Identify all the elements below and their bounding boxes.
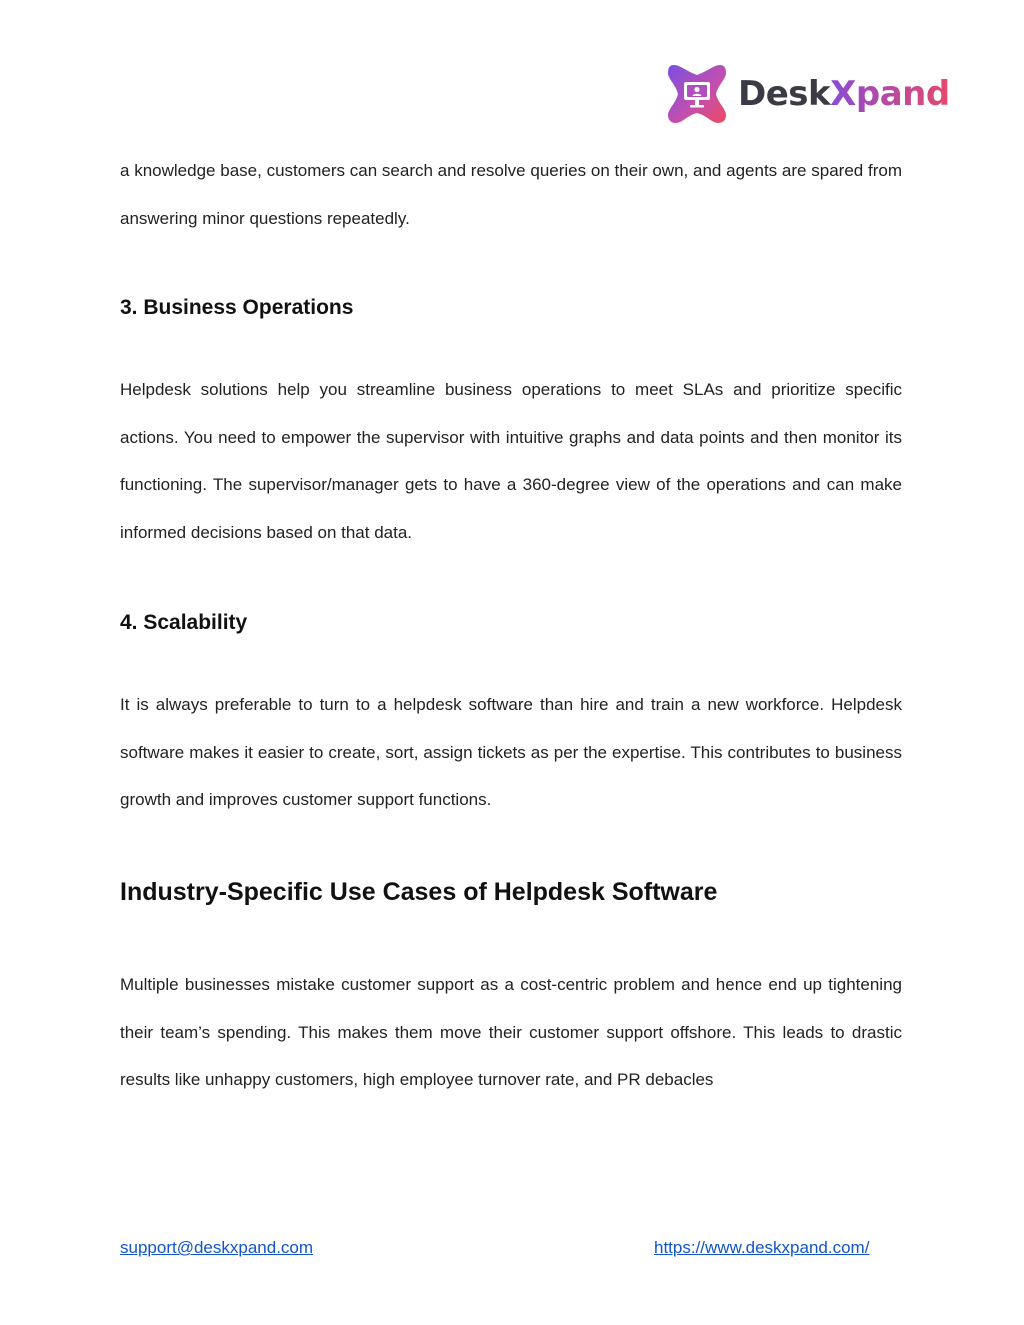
logo-wordmark [738, 74, 950, 114]
industry-body-block [120, 961, 902, 1104]
intro-block [120, 147, 902, 242]
industry-heading: Industry-Specific Use Cases of Helpdesk Software [120, 878, 718, 906]
section3-paragraph: Helpdesk solutions help you streamline business operations to meet SLAs and prioritize specific actions. You need to empower the supervisor with intuitive graphs and data points and then monitor its functioning. The supervisor/manager gets to have a 360-degree view of the operations and can make informed decisions based on that data. [120, 380, 902, 542]
intro-paragraph: a knowledge base, customers can search and resolve queries on their own, and agents are spared from answering minor questions repeatedly. [120, 161, 902, 228]
industry-paragraph: Multiple businesses mistake customer support as a cost-centric problem and hence end up tightening their team’s spending. This makes them move their customer support offshore. This leads to drastic results like unhappy customers, high employee turnover rate, and PR debacles [120, 975, 902, 1089]
section4-heading-block [120, 608, 902, 638]
section3-body-block [120, 366, 902, 556]
deskxpand-logo [664, 60, 950, 128]
footer-website-link[interactable]: https://www.deskxpand.com/ [654, 1238, 870, 1257]
logo-word-xpand: Xpand [830, 74, 950, 114]
section4-paragraph: It is always preferable to turn to a helpdesk software than hire and train a new workforce. Helpdesk software makes it easier to create, sort, assign tickets as per the expertise. This contributes to business growth and improves customer support functions. [120, 695, 902, 809]
industry-heading-block [120, 875, 902, 909]
logo-word-desk: Desk [738, 74, 831, 114]
section3-heading-block [120, 293, 902, 323]
section4-heading: 4. Scalability [120, 611, 248, 634]
deskxpand-logo-icon [664, 61, 730, 127]
section3-heading: 3. Business Operations [120, 296, 354, 319]
section4-body-block [120, 681, 902, 824]
footer-email-link[interactable]: support@deskxpand.com [120, 1238, 314, 1257]
